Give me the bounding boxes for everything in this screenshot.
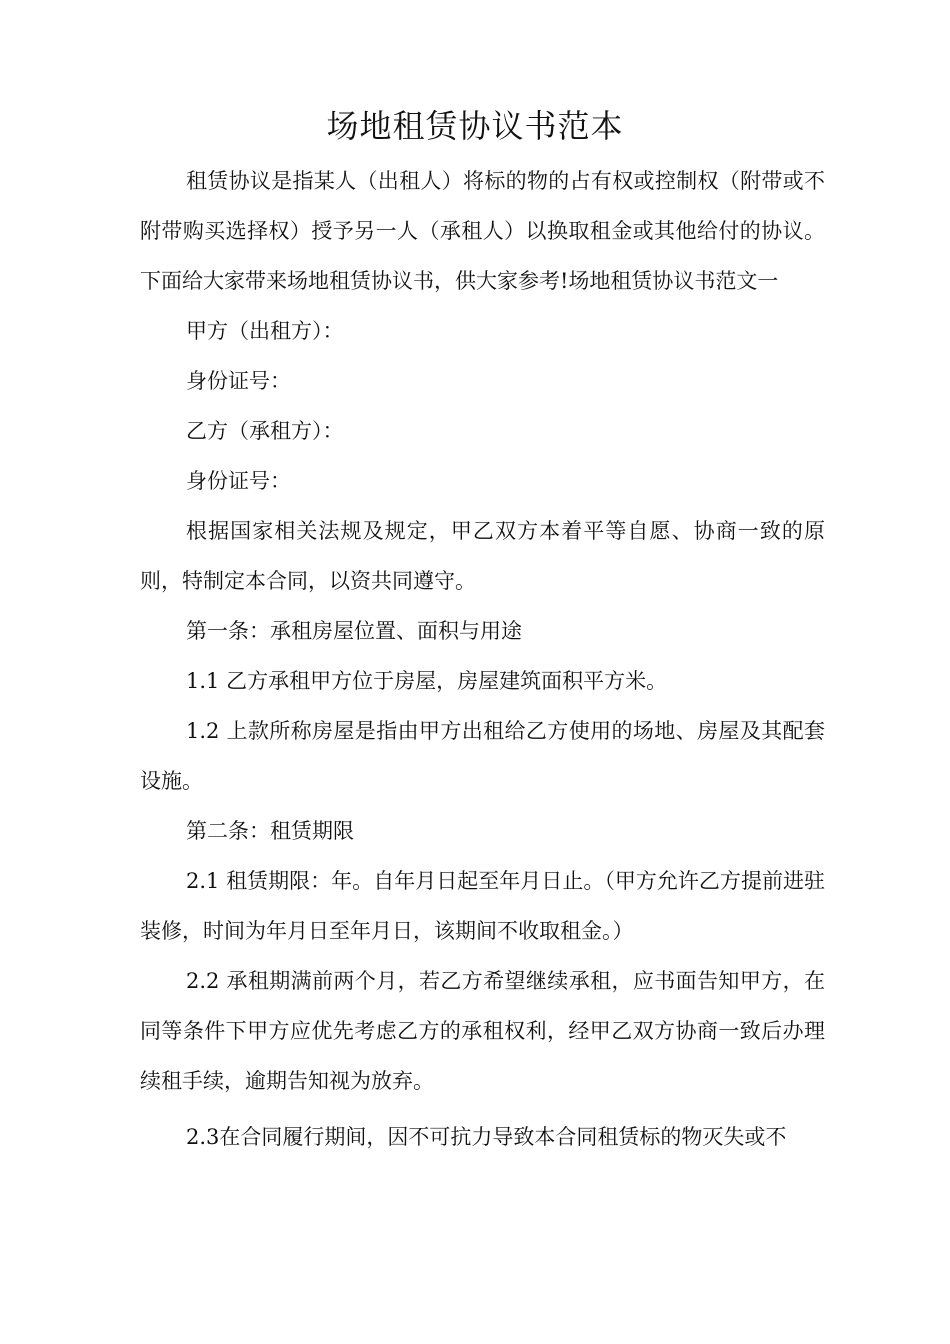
document-body [140, 156, 825, 1162]
party-b-id-label: 身份证号： [186, 469, 291, 493]
clause-2-3: 2.3在合同履行期间，因不可抗力导致本合同租赁标的物灭失或不 [186, 1125, 787, 1149]
clause-2-1: 2.1 租赁期限：年。自年月日起至年月日止。（甲方允许乙方提前进驻装修，时间为年月日至年月日，该期间不收取租金。） [140, 869, 825, 943]
article-1-heading: 第一条：承租房屋位置、面积与用途 [186, 619, 522, 643]
preamble-paragraph: 根据国家相关法规及规定，甲乙双方本着平等自愿、协商一致的原则，特制定本合同，以资共同遵守。 [140, 519, 825, 593]
clause-1-2: 1.2 上款所称房屋是指由甲方出租给乙方使用的场地、房屋及其配套设施。 [140, 719, 825, 793]
clause-1-1: 1.1 乙方承租甲方位于房屋，房屋建筑面积平方米。 [186, 669, 668, 693]
clause-2-2: 2.2 承租期满前两个月，若乙方希望继续承租，应书面告知甲方，在同等条件下甲方应优先考虑乙方的承租权利，经甲乙双方协商一致后办理续租手续，逾期告知视为放弃。 [140, 969, 825, 1093]
document-title: 场地租赁协议书范本 [326, 107, 624, 145]
party-b-label: 乙方（承租方）： [186, 419, 344, 443]
intro-paragraph: 租赁协议是指某人（出租人）将标的物的占有权或控制权（附带或不附带购买选择权）授予另一人（承租人）以换取租金或其他给付的协议。下面给大家带来场地租赁协议书，供大家参考!场地租赁协议书范文一 [140, 169, 825, 293]
article-2-heading: 第二条：租赁期限 [186, 819, 354, 843]
party-a-label: 甲方（出租方）： [186, 319, 344, 343]
party-a-id-label: 身份证号： [186, 369, 291, 393]
